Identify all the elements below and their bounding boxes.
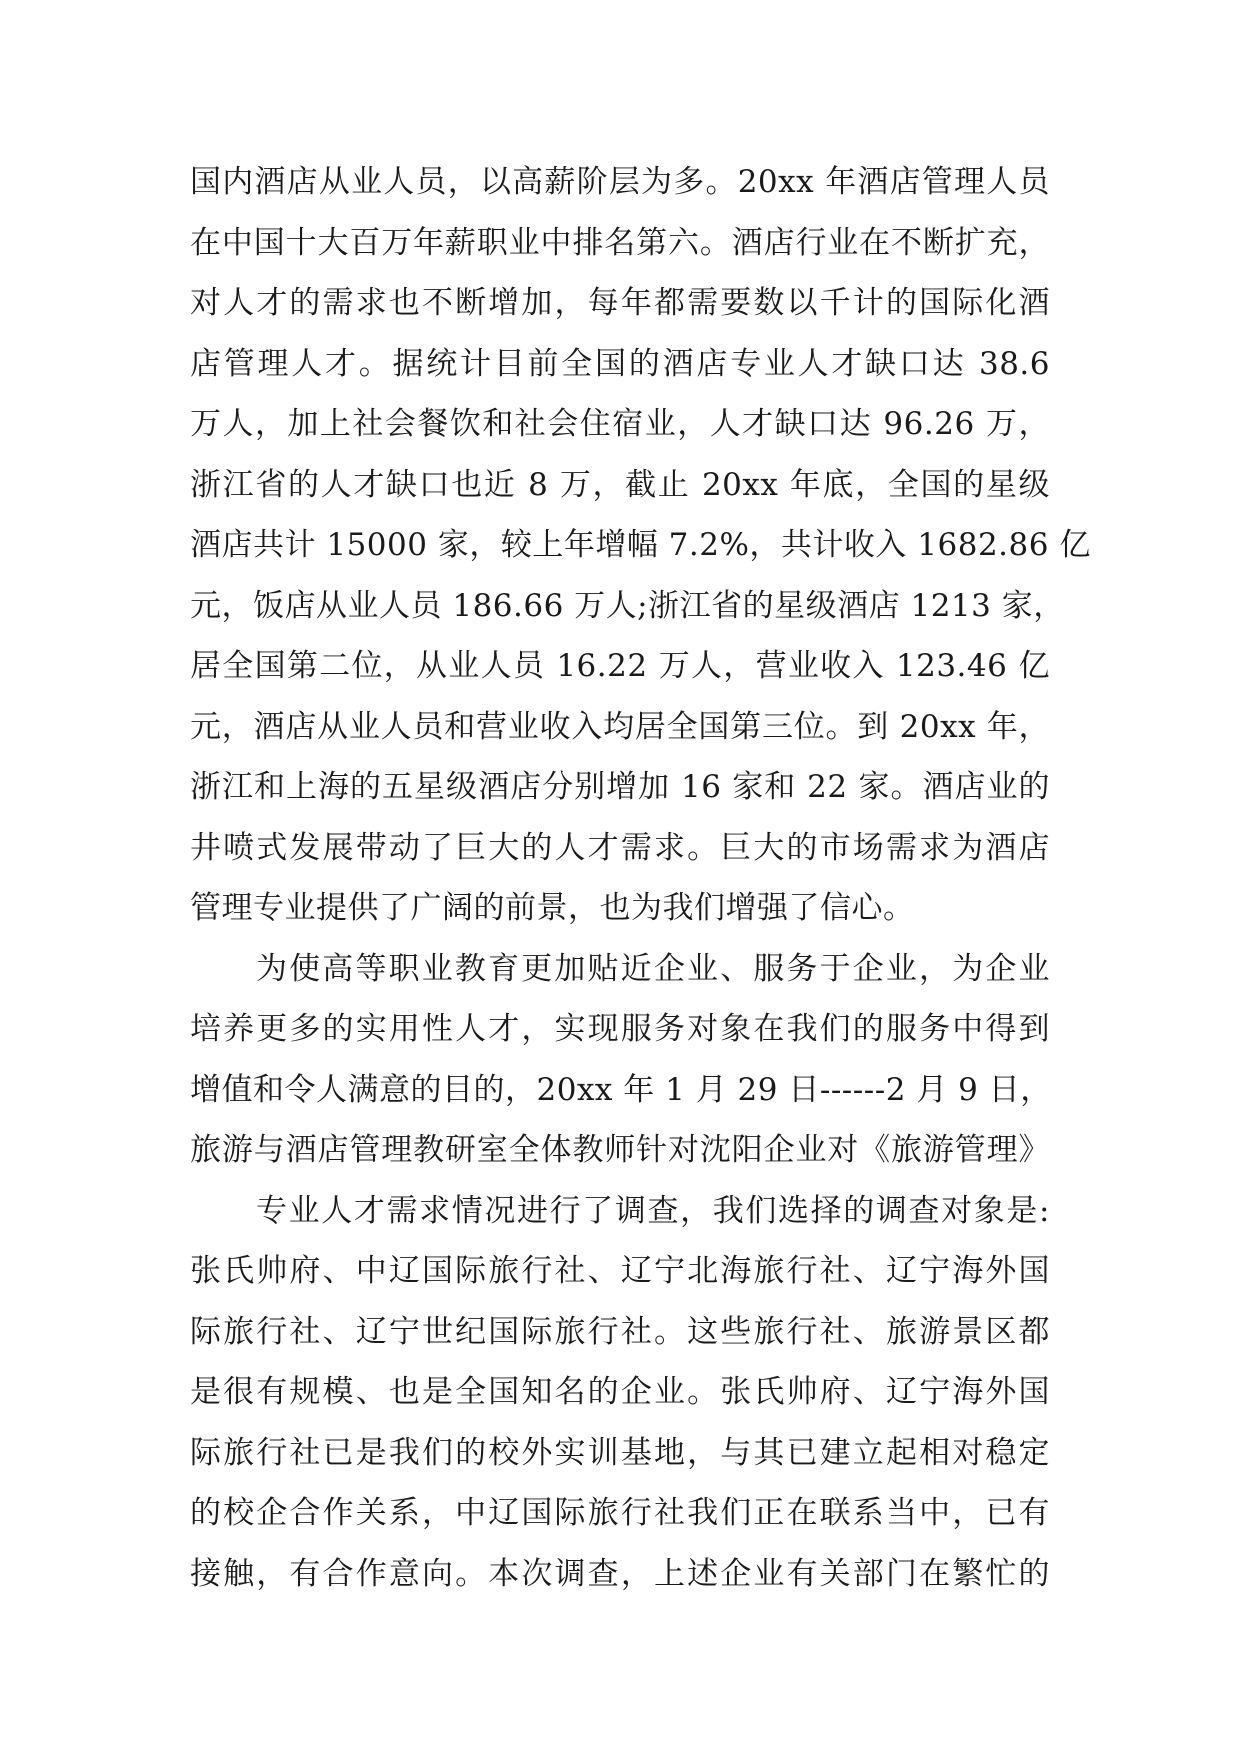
text-line: 际旅行社、辽宁世纪国际旅行社。这些旅行社、旅游景区都 (190, 1313, 1050, 1350)
paragraph-first-line: 为使高等职业教育更加贴近企业、服务于企业，为企业 (256, 950, 1050, 987)
text-line: 元，饭店从业人员 186.66 万人;浙江省的星级酒店 1213 家， (190, 587, 1065, 624)
text-line: 店管理人才。据统计目前全国的酒店专业人才缺口达 38.6 (190, 345, 1050, 382)
text-line: 接触，有合作意向。本次调查，上述企业有关部门在繁忙的 (190, 1555, 1050, 1592)
text-line: 浙江省的人才缺口也近 8 万，截止 20xx 年底，全国的星级 (190, 466, 1050, 503)
text-line: 际旅行社已是我们的校外实训基地，与其已建立起相对稳定 (190, 1434, 1050, 1471)
text-line: 培养更多的实用性人才，实现服务对象在我们的服务中得到 (190, 1011, 1050, 1047)
text-line: 国内酒店从业人员，以高薪阶层为多。20xx 年酒店管理人员 (190, 164, 1050, 200)
text-line: 酒店共计 15000 家，较上年增幅 7.2%，共计收入 1682.86 亿 (190, 527, 1091, 563)
body-text (190, 152, 1091, 1604)
text-line: 管理专业提供了广阔的前景，也为我们增强了信心。 (190, 890, 915, 926)
text-line: 的校企合作关系，中辽国际旅行社我们正在联系当中，已有 (190, 1495, 1050, 1531)
text-line: 万人，加上社会餐饮和社会住宿业，人才缺口达 96.26 万， (190, 406, 1050, 442)
text-line: 在中国十大百万年薪职业中排名第六。酒店行业在不断扩充， (190, 224, 1050, 261)
text-line: 是很有规模、也是全国知名的企业。张氏帅府、辽宁海外国 (190, 1374, 1050, 1410)
text-line: 旅游与酒店管理教研室全体教师针对沈阳企业对《旅游管理》 (190, 1132, 1050, 1168)
text-line: 增值和令人满意的目的，20xx 年 1 月 29 日------2 月 9 日， (190, 1071, 1052, 1108)
text-line: 井喷式发展带动了巨大的人才需求。巨大的市场需求为酒店 (190, 829, 1050, 866)
text-line: 张氏帅府、中辽国际旅行社、辽宁北海旅行社、辽宁海外国 (190, 1253, 1050, 1289)
text-line: 浙江和上海的五星级酒店分别增加 16 家和 22 家。酒店业的 (190, 769, 1050, 805)
text-line: 对人才的需求也不断增加，每年都需要数以千计的国际化酒 (190, 285, 1050, 321)
text-line: 居全国第二位，从业人员 16.22 万人，营业收入 123.46 亿 (190, 648, 1050, 684)
text-line: 元，酒店从业人员和营业收入均居全国第三位。到 20xx 年， (190, 708, 1050, 745)
paragraph-first-line: 专业人才需求情况进行了调查，我们选择的调查对象是: (256, 1192, 1050, 1229)
